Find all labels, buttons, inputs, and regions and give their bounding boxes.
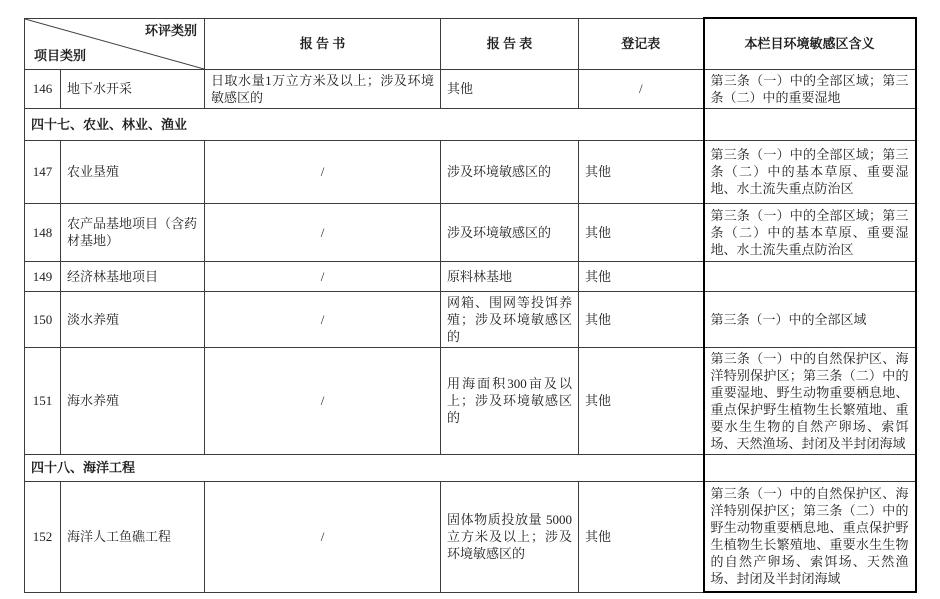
table-row (25, 203, 916, 261)
report-form-cell: 其他 (441, 69, 579, 108)
row-number-cell: 152 (25, 481, 61, 592)
table-row (25, 261, 916, 291)
sensitive-meaning-cell: 第三条（一）中的自然保护区、海洋特别保护区；第三条（二）中的重要湿地、野生动物重要栖息地、重点保护野生植物生长繁殖地、重要水生生物的自然产卵场、索饵场、天然渔场、封闭及半封闭海域 (704, 347, 916, 454)
header-registration-form: 登记表 (579, 18, 704, 69)
sensitive-meaning-cell: 第三条（一）中的自然保护区、海洋特别保护区；第三条（二）中的野生动物重要栖息地、重点保护野生植物生长繁殖地、重要水生生物的自然产卵场、索饵场、天然渔场、封闭及半封闭海域 (704, 481, 916, 592)
registration-form-cell: 其他 (579, 203, 704, 261)
section-title-cell: 四十八、海洋工程 (25, 454, 704, 481)
section-row (25, 454, 916, 481)
header-row (25, 18, 916, 69)
sensitive-meaning-cell (704, 108, 916, 140)
row-number-cell: 146 (25, 69, 61, 108)
report-form-cell: 原料林基地 (441, 261, 579, 291)
report-book-cell: / (205, 347, 441, 454)
registration-form-cell: / (579, 69, 704, 108)
report-book-cell: 日取水量1万立方米及以上；涉及环境敏感区的 (205, 69, 441, 108)
project-category-cell: 海洋人工鱼礁工程 (61, 481, 205, 592)
project-category-cell: 淡水养殖 (61, 291, 205, 347)
row-number-cell: 150 (25, 291, 61, 347)
report-form-cell: 固体物质投放量 5000立方米及以上；涉及环境敏感区的 (441, 481, 579, 592)
header-report-form: 报 告 表 (441, 18, 579, 69)
report-form-cell: 涉及环境敏感区的 (441, 203, 579, 261)
header-eia-category: 环评类别 (144, 22, 197, 38)
report-book-cell: / (205, 140, 441, 203)
eia-category-table (24, 17, 917, 593)
sensitive-meaning-cell (704, 261, 916, 291)
project-category-cell: 农产品基地项目（含药材基地） (61, 203, 205, 261)
sensitive-meaning-cell: 第三条（一）中的全部区域；第三条（二）中的基本草原、重要湿地、水土流失重点防治区 (704, 203, 916, 261)
project-category-cell: 经济林基地项目 (61, 261, 205, 291)
report-book-cell: / (205, 291, 441, 347)
project-category-cell: 农业垦殖 (61, 140, 205, 203)
table-row (25, 347, 916, 454)
table-body (25, 69, 916, 592)
registration-form-cell: 其他 (579, 261, 704, 291)
row-number-cell: 151 (25, 347, 61, 454)
registration-form-cell: 其他 (579, 291, 704, 347)
sensitive-meaning-cell (704, 454, 916, 481)
project-category-cell: 海水养殖 (61, 347, 205, 454)
header-report-book: 报 告 书 (205, 18, 441, 69)
section-title-cell: 四十七、农业、林业、渔业 (25, 108, 704, 140)
sensitive-meaning-cell: 第三条（一）中的全部区域；第三条（二）中的重要湿地 (704, 69, 916, 108)
sensitive-meaning-cell: 第三条（一）中的全部区域 (704, 291, 916, 347)
registration-form-cell: 其他 (579, 347, 704, 454)
table-row (25, 481, 916, 592)
report-form-cell: 涉及环境敏感区的 (441, 140, 579, 203)
table-row (25, 69, 916, 108)
table-row (25, 291, 916, 347)
header-project-category: 项目类别 (34, 47, 87, 63)
registration-form-cell: 其他 (579, 140, 704, 203)
report-book-cell: / (205, 203, 441, 261)
sensitive-meaning-cell: 第三条（一）中的全部区域；第三条（二）中的基本草原、重要湿地、水土流失重点防治区 (704, 140, 916, 203)
row-number-cell: 147 (25, 140, 61, 203)
header-sensitive-area-meaning: 本栏目环境敏感区含义 (704, 18, 916, 69)
header-corner-cell (25, 18, 205, 69)
report-form-cell: 网箱、围网等投饵养殖；涉及环境敏感区的 (441, 291, 579, 347)
report-form-cell: 用海面积300亩及以上；涉及环境敏感区的 (441, 347, 579, 454)
table-row (25, 140, 916, 203)
row-number-cell: 148 (25, 203, 61, 261)
project-category-cell: 地下水开采 (61, 69, 205, 108)
registration-form-cell: 其他 (579, 481, 704, 592)
report-book-cell: / (205, 481, 441, 592)
row-number-cell: 149 (25, 261, 61, 291)
section-row (25, 108, 916, 140)
report-book-cell: / (205, 261, 441, 291)
